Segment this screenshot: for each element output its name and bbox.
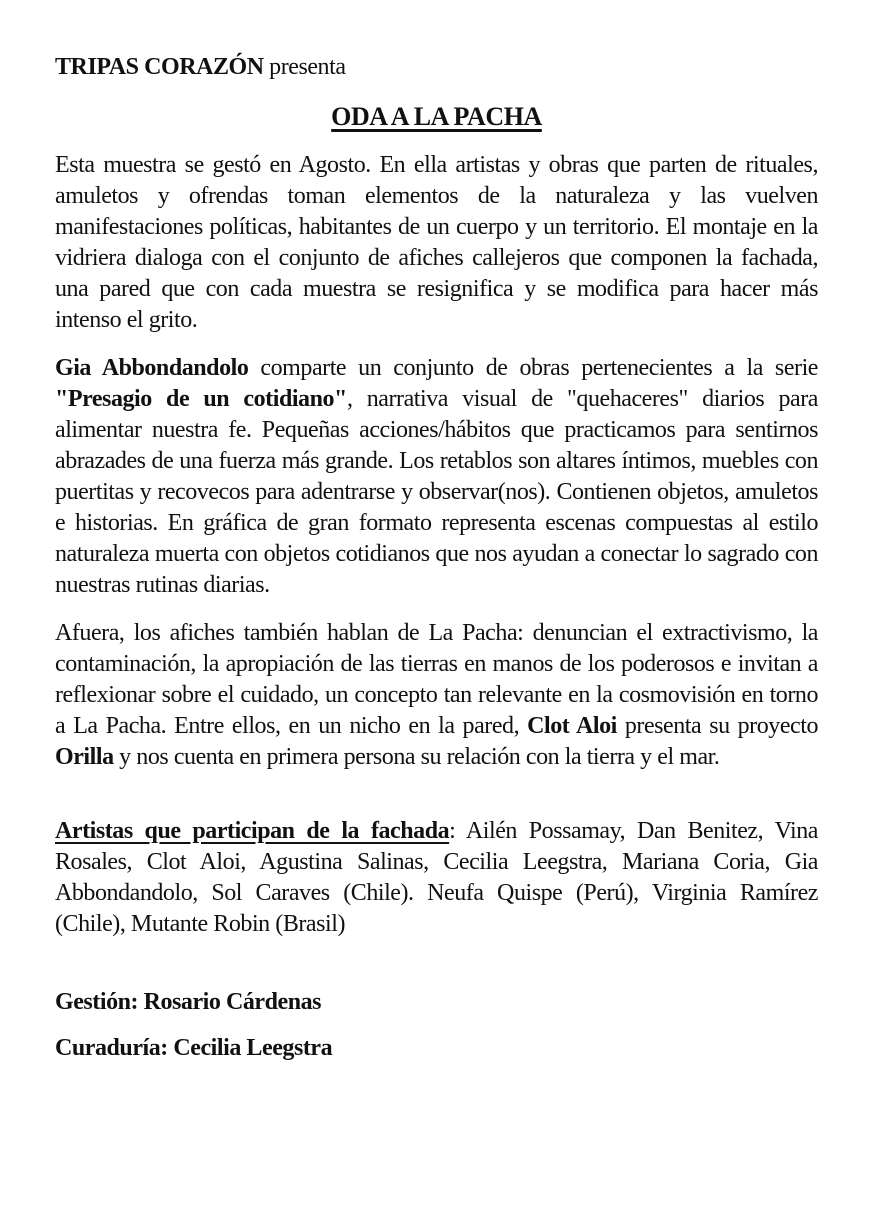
text-run: Clot Aloi [527, 713, 617, 739]
text-run: Gia Abbondandolo [55, 355, 249, 381]
credit-gestion: Gestión: Rosario Cárdenas [55, 989, 322, 1015]
paragraph-artists-list [55, 816, 818, 940]
text-run: comparte un conjunto de obras pertenecientes a la serie [248, 355, 818, 381]
presenter-label: presenta [263, 54, 346, 80]
text-run: Afuera, los afiches también hablan de La Pacha: denuncian el extractivismo, la contaminación, la apropiación de las tierras en manos de los poderosos e invitan a reflexionar sobre el cuidado, un concepto tan relevante en la cosmovisión en torno a La Pacha. Entre ellos, en un nicho en la pared, [55, 620, 818, 739]
text-run: Orilla [55, 744, 114, 770]
document-title-text: ODA A LA PACHA [331, 102, 542, 131]
document-title [55, 100, 818, 133]
text-run: , narrativa visual de "quehaceres" diarios para alimentar nuestra fe. Pequeñas acciones/hábitos que practicamos para sentirnos abrazades de una fuerza más grande. Los retablos son altares íntimos, muebles con puertitas y recovecos para adentrarse y observar(nos). Contienen objetos, amuletos e historias. En gráfica de gran formato representa escenas compuestas al estilo naturaleza muerta con objetos cotidianos que nos ayudan a conectar lo sagrado con nuestras rutinas diarias. [55, 386, 818, 598]
presenter-line [55, 52, 818, 83]
brand-name: TRIPAS CORAZÓN [55, 54, 264, 80]
text-run: Esta muestra se gestó en Agosto. En ella artistas y obras que parten de rituales, amuletos y ofrendas toman elementos de la naturaleza y las vuelven manifestaciones políticas, habitantes de un cuerpo y un territorio. El montaje en la vidriera dialoga con el conjunto de afiches callejeros que componen la fachada, una pared que con cada muestra se resignifica y se modifica para hacer más intenso el grito. [55, 152, 818, 333]
credit-curaduria: Curaduría: Cecilia Leegstra [55, 1035, 333, 1061]
paragraph-intro [55, 150, 818, 336]
text-run: : Ailén Possamay, Dan Benitez, Vina Rosales, Clot Aloi, Agustina Salinas, Cecilia Leegstra, Mariana Coria, Gia Abbondandolo, Sol Caraves (Chile). Neufa Quispe (Perú), Virginia Ramírez (Chile), Mutante Robin (Brasil) [55, 818, 818, 937]
text-run: presenta su proyecto [616, 713, 818, 739]
text-run: Artistas que participan de la fachada [55, 818, 450, 844]
paragraph-afuera-afiches [55, 618, 818, 773]
paragraph-gia-abbondandolo [55, 353, 818, 601]
text-run: "Presagio de un cotidiano" [55, 386, 347, 412]
text-run: y nos cuenta en primera persona su relación con la tierra y el mar. [113, 744, 720, 770]
